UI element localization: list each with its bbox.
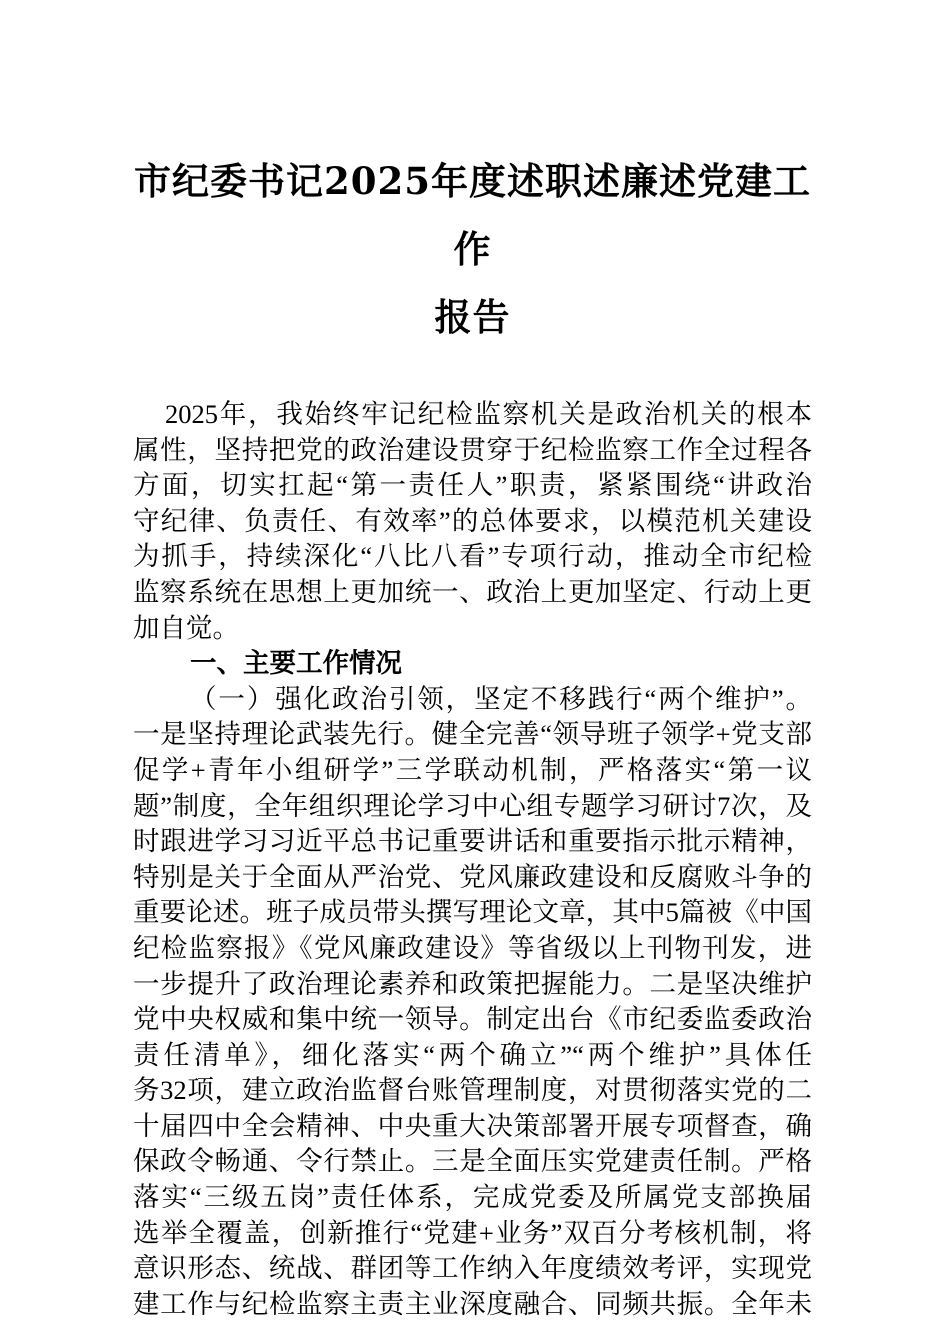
text-line: 促学+青年小组研学”三学联动机制，严格落实“第一议 [133,754,812,785]
text-line: 一步提升了政治理论素养和政策把握能力。二是坚决维护 [133,968,812,999]
text-line: 意识形态、统战、群团等工作纳入年度绩效考评，实现党 [133,1253,812,1284]
text-line: 属性，坚持把党的政治建设贯穿于纪检监察工作全过程各 [133,434,812,465]
text-line: 时跟进学习习近平总书记重要讲话和重要指示批示精神， [133,826,812,857]
document-title [133,147,812,351]
document-body [133,397,812,1322]
text-line: （一）强化政治引领，坚定不移践行“两个维护”。 [190,683,812,714]
text-line: 加自觉。 [133,612,239,643]
section1-paragraph [133,682,812,1323]
text-line: 责任清单》，细化落实“两个确立”“两个维护”具体任 [133,1039,812,1070]
section-heading: 一、主要工作情况 [190,648,402,679]
text-line: 务32项，建立政治监督台账管理制度，对贯彻落实党的二 [133,1075,812,1106]
text-line: 选举全覆盖，创新推行“党建+业务”双百分考核机制，将 [133,1217,812,1248]
text-line: 为抓手，持续深化“八比八看”专项行动，推动全市纪检 [133,541,812,572]
text-line: 保政令畅通、令行禁止。三是全面压实党建责任制。严格 [133,1146,812,1177]
text-line: 特别是关于全面从严治党、党风廉政建设和反腐败斗争的 [133,861,812,892]
text-line: 重要论述。班子成员带头撰写理论文章，其中5篇被《中国 [133,897,812,928]
page-content [133,0,812,1322]
text-line: 十届四中全会精神、中央重大决策部署开展专项督查，确 [133,1110,812,1141]
text-line: 守纪律、负责任、有效率”的总体要求，以模范机关建设 [133,505,812,536]
title-line-1: 市纪委书记2025年度述职述廉述党建工作 [134,159,811,271]
title-line-2: 报告 [434,295,511,339]
text-line: 纪检监察报》《党风廉政建设》等省级以上刊物刊发，进 [133,932,812,963]
text-line: 题”制度，全年组织理论学习中心组专题学习研讨7次，及 [133,790,812,821]
intro-paragraph [133,397,812,646]
text-line: 落实“三级五岗”责任体系，完成党委及所属党支部换届 [133,1182,812,1213]
text-line: 一是坚持理论武装先行。健全完善“领导班子领学+党支部 [133,719,812,750]
text-line: 党中央权威和集中统一领导。制定出台《市纪委监委政治 [133,1004,812,1035]
text-line: 2025年，我始终牢记纪检监察机关是政治机关的根本 [165,399,812,429]
text-line: 建工作与纪检监察主责主业深度融合、同频共振。全年未 [133,1288,812,1319]
text-line: 监察系统在思想上更加统一、政治上更加坚定、行动上更 [133,576,812,607]
text-line: 方面，切实扛起“第一责任人”职责，紧紧围绕“讲政治 [133,470,812,501]
